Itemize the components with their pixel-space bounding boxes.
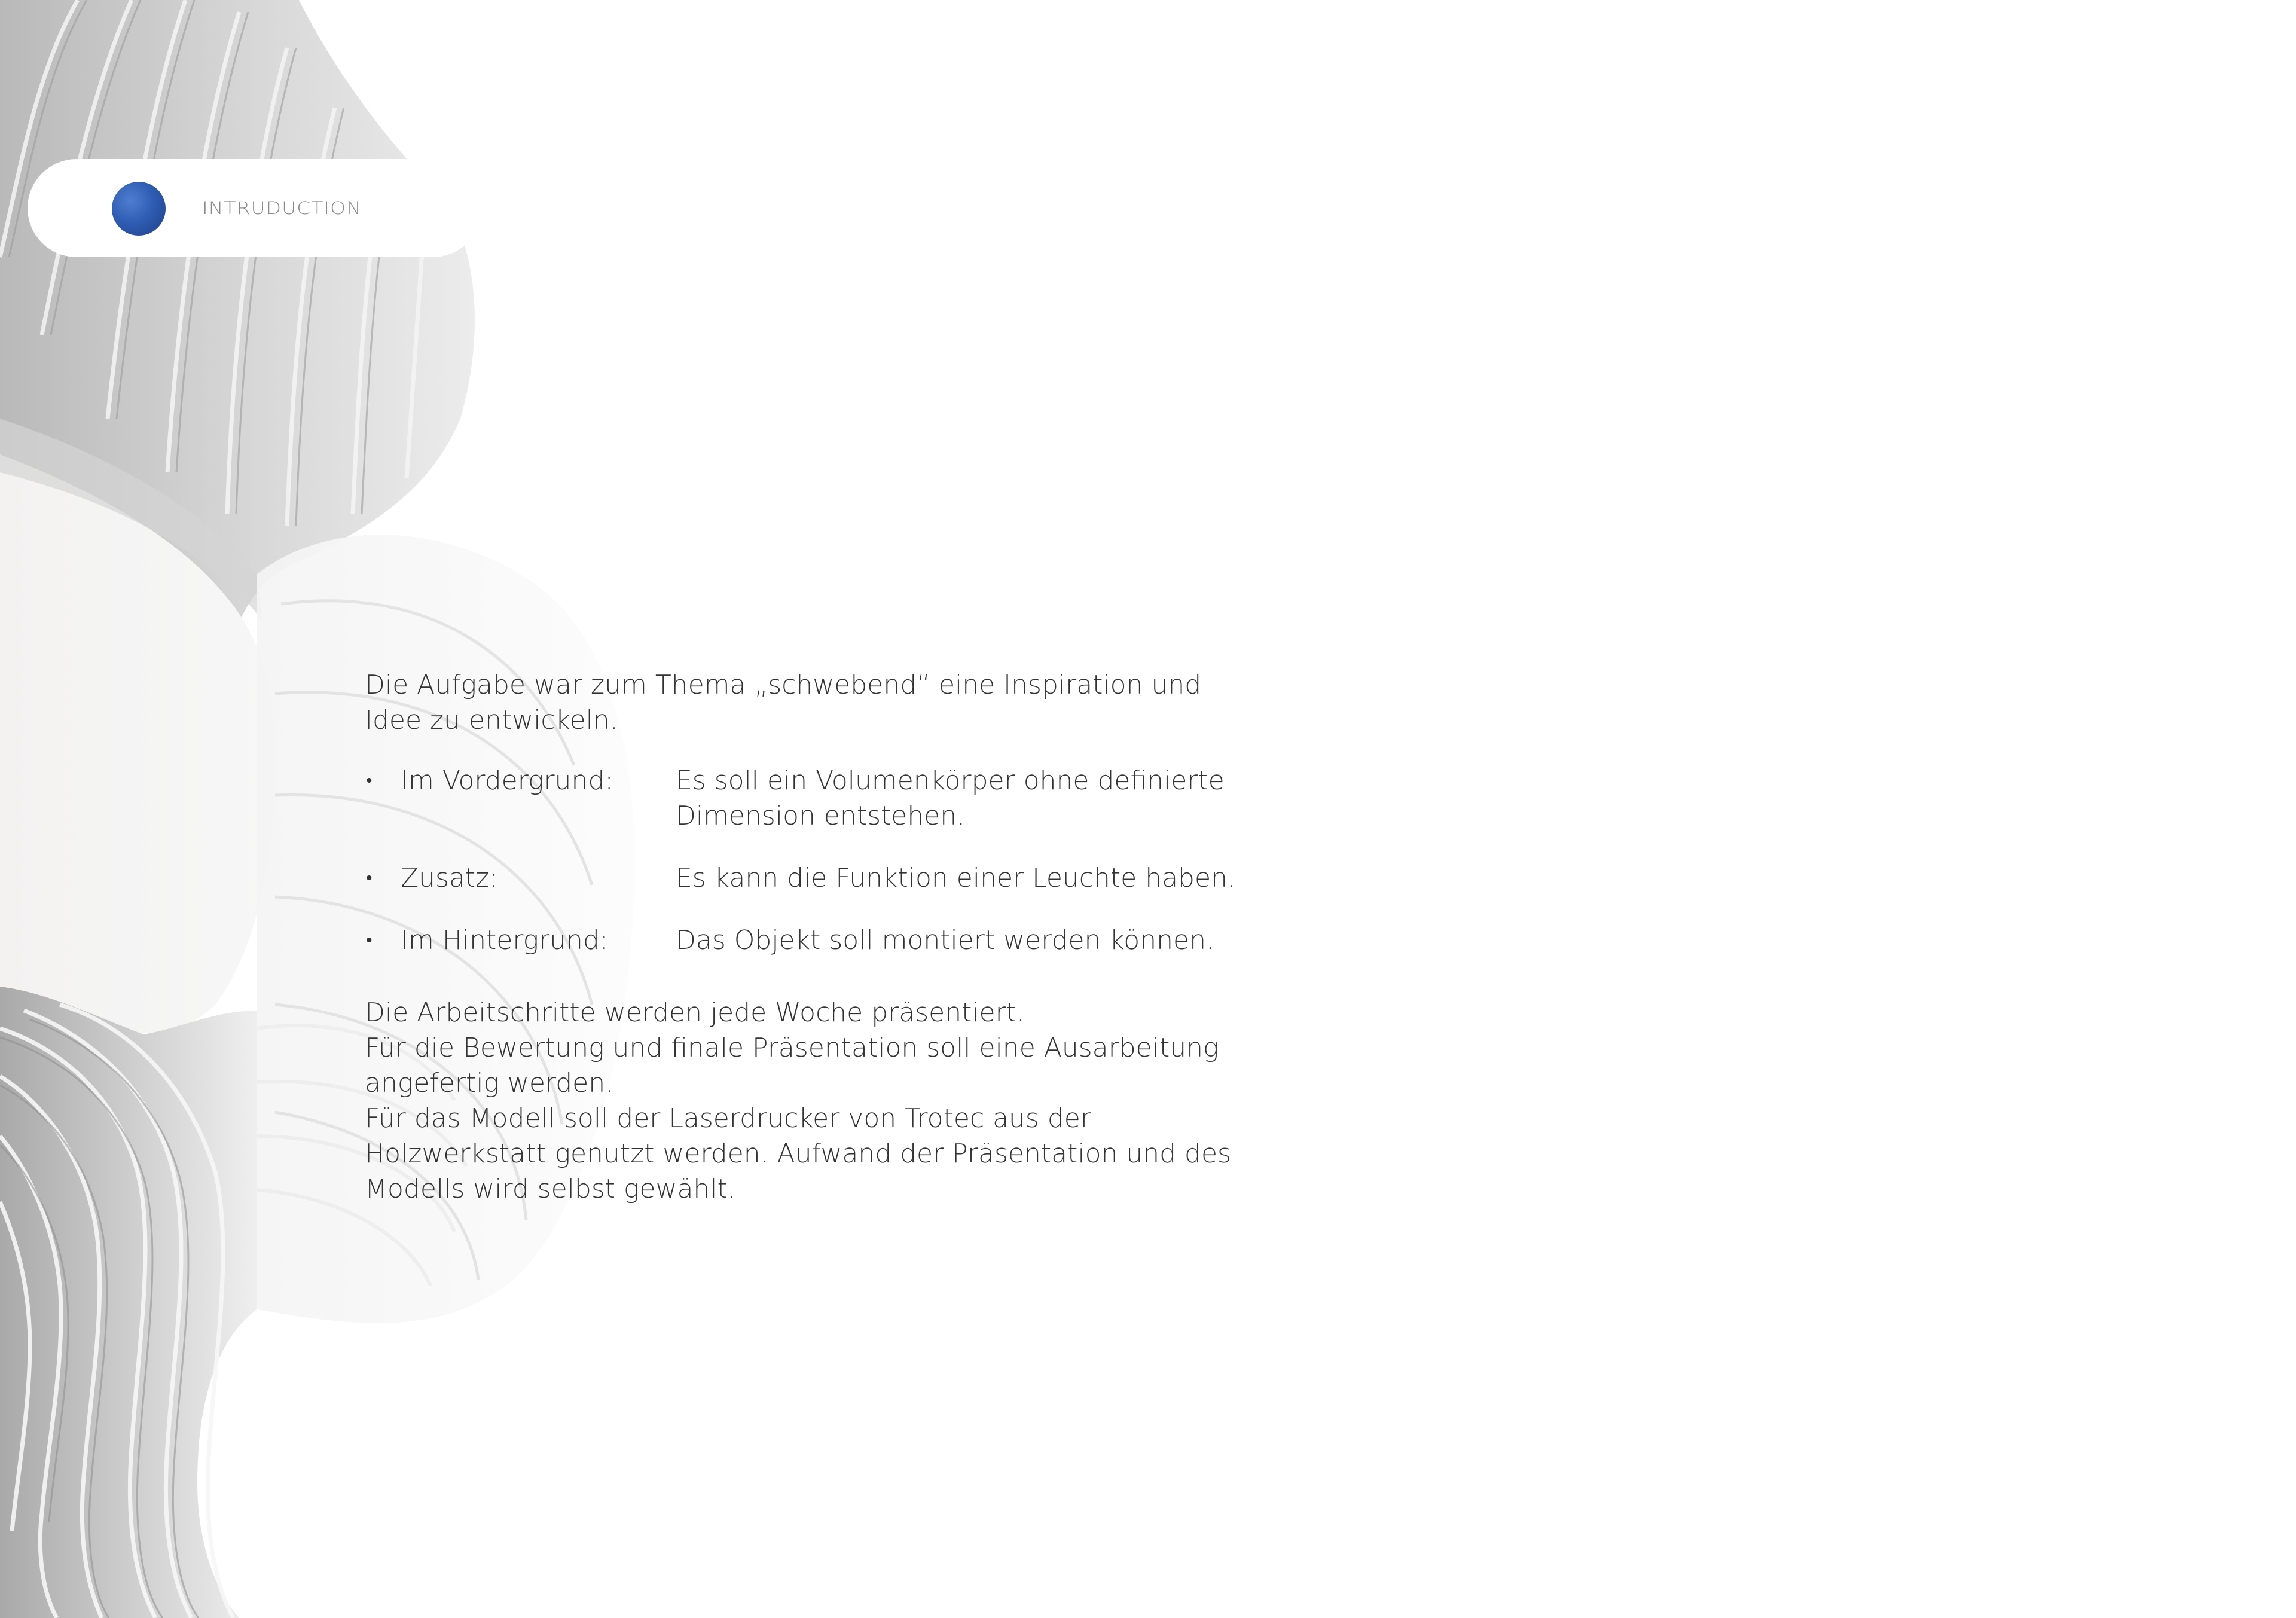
bullet-marker: • (366, 868, 373, 889)
intro-content (365, 667, 1262, 1207)
bullet-description: Es kann die Funktion einer Leuchte haben. (676, 863, 1236, 893)
section-label: INTRUDUCTION (202, 197, 362, 219)
bullet-term: Im Vordergrund: (401, 765, 614, 796)
bullet-term: Im Hintergrund: (401, 925, 609, 955)
bullet-description: Es soll ein Volumenkörper ohne definierte Dimension entstehen. (676, 765, 1225, 831)
body-line-weekly: Die Arbeitschritte werden jede Woche präsentiert. (365, 997, 1025, 1028)
bullet-description: Das Objekt soll montiert werden können. (676, 925, 1214, 955)
section-header-pill (28, 159, 482, 257)
task-bullet-list (365, 763, 1262, 958)
bullet-item-addition (365, 860, 1262, 896)
section-marker-dot (112, 182, 166, 236)
bullet-term: Zusatz: (401, 863, 499, 893)
bullet-marker: • (366, 930, 373, 951)
bullet-marker: • (366, 770, 373, 791)
process-description (365, 995, 1262, 1207)
intro-paragraph: Die Aufgabe war zum Thema „schwebend“ eine Inspiration und Idee zu entwickeln. (365, 670, 1202, 735)
body-line-evaluation: Für die Bewertung und finale Präsentation soll eine Ausarbeitung angefertig werden. (365, 1033, 1219, 1098)
bullet-item-foreground (365, 763, 1262, 834)
bullet-item-background (365, 923, 1262, 958)
body-line-model: Für das Modell soll der Laserdrucker von Trotec aus der Holzwerkstatt genutzt werden. Aufwand der Präsentation und des Modells wird selbst gewählt. (365, 1103, 1231, 1204)
